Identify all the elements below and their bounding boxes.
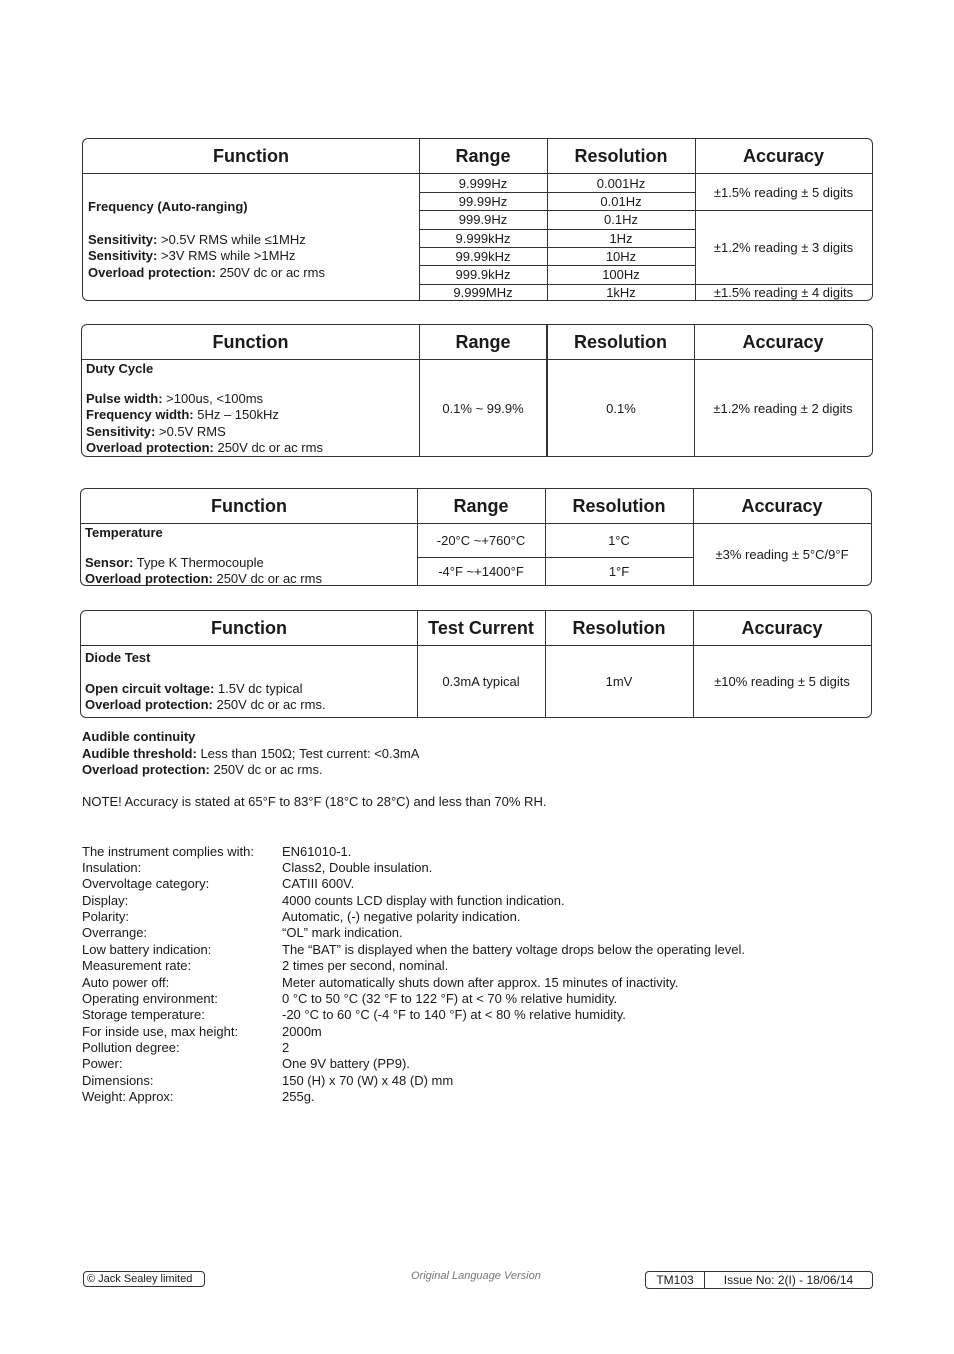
- spec-label: Weight: Approx:: [82, 1089, 174, 1104]
- spec-value: The “BAT” is displayed when the battery voltage drops below the operating level.: [282, 942, 745, 957]
- overload-label: Overload protection:: [82, 762, 210, 777]
- overload-value: 250V dc or ac rms.: [209, 762, 323, 777]
- spec-label: Low battery indication:: [82, 942, 212, 957]
- diode-title: Diode Test: [85, 650, 151, 665]
- range-header: Range: [419, 139, 547, 174]
- freq-width-label: Frequency width:: [86, 407, 194, 422]
- spec-label: Operating environment:: [82, 991, 218, 1006]
- freq-range-cell: 999.9kHz: [455, 267, 511, 282]
- sensor-label: Sensor:: [85, 554, 134, 570]
- freq-res-cell: 1kHz: [606, 284, 636, 300]
- accuracy-header: Accuracy: [695, 139, 872, 174]
- resolution-header: Resolution: [547, 139, 695, 174]
- spec-value: 2 times per second, nominal.: [282, 958, 449, 973]
- overload-label: Overload protection:: [88, 264, 216, 280]
- overload-value: 250V dc or ac rms: [215, 264, 325, 280]
- function-header: Function: [81, 611, 417, 646]
- overload-value: 250V dc or ac rms: [213, 440, 323, 455]
- spec-value: 255g.: [282, 1089, 315, 1104]
- freq-res-cell: 0.01Hz: [600, 193, 642, 209]
- threshold-label: Audible threshold:: [82, 745, 197, 761]
- spec-label: The instrument complies with:: [82, 844, 254, 859]
- sensitivity-value: >0.5V RMS: [155, 423, 226, 439]
- diode-accuracy: ±10% reading ± 5 digits: [714, 674, 850, 689]
- diode-resolution: 1mV: [605, 674, 633, 689]
- freq-range-cell: 9.999kHz: [455, 230, 511, 246]
- spec-value: 4000 counts LCD display with function indication.: [282, 893, 565, 908]
- copyright-text: © Jack Sealey limited: [87, 1273, 193, 1285]
- sensitivity1-label: Sensitivity:: [88, 231, 158, 247]
- continuity-block: [82, 729, 782, 779]
- spec-value: One 9V battery (PP9).: [282, 1056, 410, 1071]
- spec-value: EN61010-1.: [282, 844, 352, 859]
- overload-label: Overload protection:: [85, 571, 213, 586]
- sensitivity2-label: Sensitivity:: [88, 248, 158, 263]
- freq-range-cell: 99.99Hz: [458, 193, 508, 209]
- model-number: TM103: [646, 1272, 705, 1288]
- spec-label: Overvoltage category:: [82, 876, 210, 891]
- accuracy-header: Accuracy: [694, 325, 872, 360]
- freq-res-cell: 0.1Hz: [604, 212, 638, 227]
- spec-label: Overrange:: [82, 925, 148, 940]
- sensitivity2-value: >3V RMS while >1MHz: [157, 248, 296, 263]
- spec-value: 2: [282, 1040, 290, 1055]
- test-current-header: Test Current: [417, 611, 545, 646]
- freq-res-cell: 100Hz: [602, 267, 640, 282]
- overload-value: 250V dc or ac rms: [212, 571, 322, 586]
- freq-range-cell: 999.9Hz: [458, 212, 508, 227]
- freq-res-cell: 10Hz: [605, 248, 637, 264]
- freq-accuracy-2: ±1.2% reading ± 3 digits: [713, 239, 854, 255]
- ocv-label: Open circuit voltage:: [85, 680, 215, 696]
- temperature-title: Temperature: [85, 525, 163, 540]
- freq-range-cell: 9.999MHz: [453, 284, 513, 300]
- spec-value: -20 °C to 60 °C (-4 °F to 140 °F) at < 80 % relative humidity.: [282, 1007, 626, 1022]
- issue-box: [645, 1271, 873, 1289]
- resolution-header: Resolution: [545, 489, 693, 524]
- function-header: Function: [82, 325, 419, 360]
- duty-title: Duty Cycle: [86, 361, 154, 376]
- spec-value: Meter automatically shuts down after approx. 15 minutes of inactivity.: [282, 975, 679, 990]
- frequency-function: [88, 199, 413, 281]
- freq-accuracy-1: ±1.5% reading ± 5 digits: [713, 184, 854, 200]
- sensitivity-label: Sensitivity:: [86, 423, 156, 439]
- accuracy-header: Accuracy: [693, 611, 871, 646]
- pulse-label: Pulse width:: [86, 390, 163, 406]
- temperature-table: [80, 488, 872, 586]
- temp-res-f: 1°F: [608, 563, 630, 579]
- sensor-value: Type K Thermocouple: [133, 554, 264, 570]
- duty-range: 0.1% ~ 99.9%: [442, 400, 524, 416]
- diode-function: [85, 650, 415, 714]
- function-header: Function: [81, 489, 417, 524]
- temp-range-c: -20°C ~+760°C: [436, 533, 526, 548]
- spec-value: Automatic, (-) negative polarity indication.: [282, 909, 521, 924]
- spec-value: 2000m: [282, 1024, 322, 1039]
- function-header: Function: [83, 139, 419, 174]
- spec-label: Pollution degree:: [82, 1040, 180, 1055]
- spec-value: 0 °C to 50 °C (32 °F to 122 °F) at < 70 % relative humidity.: [282, 991, 618, 1006]
- overload-value: 250V dc or ac rms.: [212, 697, 326, 712]
- freq-res-cell: 0.001Hz: [596, 175, 646, 191]
- resolution-header: Resolution: [545, 611, 693, 646]
- issue-number: Issue No: 2(I) - 18/06/14: [723, 1273, 854, 1287]
- diode-current: 0.3mA typical: [442, 674, 520, 689]
- freq-range-cell: 99.99kHz: [455, 248, 511, 264]
- spec-label: Insulation:: [82, 860, 142, 875]
- freq-range-cell: 9.999Hz: [458, 175, 508, 191]
- spec-label: Display:: [82, 893, 129, 908]
- spec-label: Auto power off:: [82, 975, 170, 990]
- duty-accuracy: ±1.2% reading ± 2 digits: [713, 400, 853, 416]
- ocv-value: 1.5V dc typical: [214, 680, 303, 696]
- spec-label: Measurement rate:: [82, 958, 192, 973]
- spec-value: 150 (H) x 70 (W) x 48 (D) mm: [282, 1073, 454, 1088]
- temperature-function: [85, 525, 415, 588]
- sensitivity1-value: >0.5V RMS while ≤1MHz: [157, 231, 306, 247]
- freq-width-value: 5Hz – 150kHz: [193, 407, 279, 422]
- overload-label: Overload protection:: [86, 440, 214, 455]
- temp-range-f: -4°F ~+1400°F: [438, 563, 524, 579]
- spec-value: CATIII 600V.: [282, 876, 355, 891]
- duty-function: [86, 361, 416, 457]
- accuracy-header: Accuracy: [693, 489, 871, 524]
- spec-value: “OL” mark indication.: [282, 925, 403, 940]
- overload-label: Overload protection:: [85, 697, 213, 712]
- spec-label: Polarity:: [82, 909, 129, 924]
- copyright-box: [83, 1271, 205, 1287]
- pulse-value: >100us, <100ms: [162, 390, 264, 406]
- spec-label: For inside use, max height:: [82, 1024, 239, 1039]
- language-version: Original Language Version: [411, 1270, 541, 1282]
- duty-resolution: 0.1%: [606, 400, 636, 416]
- range-header: Range: [419, 325, 547, 360]
- duty-cycle-table: [81, 324, 873, 457]
- range-header: Range: [417, 489, 545, 524]
- accuracy-note: NOTE! Accuracy is stated at 65°F to 83°F (18°C to 28°C) and less than 70% RH.: [82, 794, 547, 809]
- spec-label: Power:: [82, 1056, 123, 1071]
- threshold-value: Less than 150Ω; Test current: <0.3mA: [196, 745, 420, 761]
- spec-label: Dimensions:: [82, 1073, 154, 1088]
- resolution-header: Resolution: [547, 325, 694, 360]
- diode-table: [80, 610, 872, 718]
- spec-value: Class2, Double insulation.: [282, 860, 433, 875]
- continuity-title: Audible continuity: [82, 729, 196, 744]
- frequency-title: Frequency (Auto-ranging): [88, 199, 248, 214]
- frequency-table: [82, 138, 873, 301]
- spec-label: Storage temperature:: [82, 1007, 205, 1022]
- freq-accuracy-3: ±1.5% reading ± 4 digits: [713, 284, 854, 300]
- temp-res-c: 1°C: [608, 533, 630, 548]
- temp-accuracy: ±3% reading ± 5°C/9°F: [715, 547, 849, 562]
- freq-res-cell: 1Hz: [609, 230, 633, 246]
